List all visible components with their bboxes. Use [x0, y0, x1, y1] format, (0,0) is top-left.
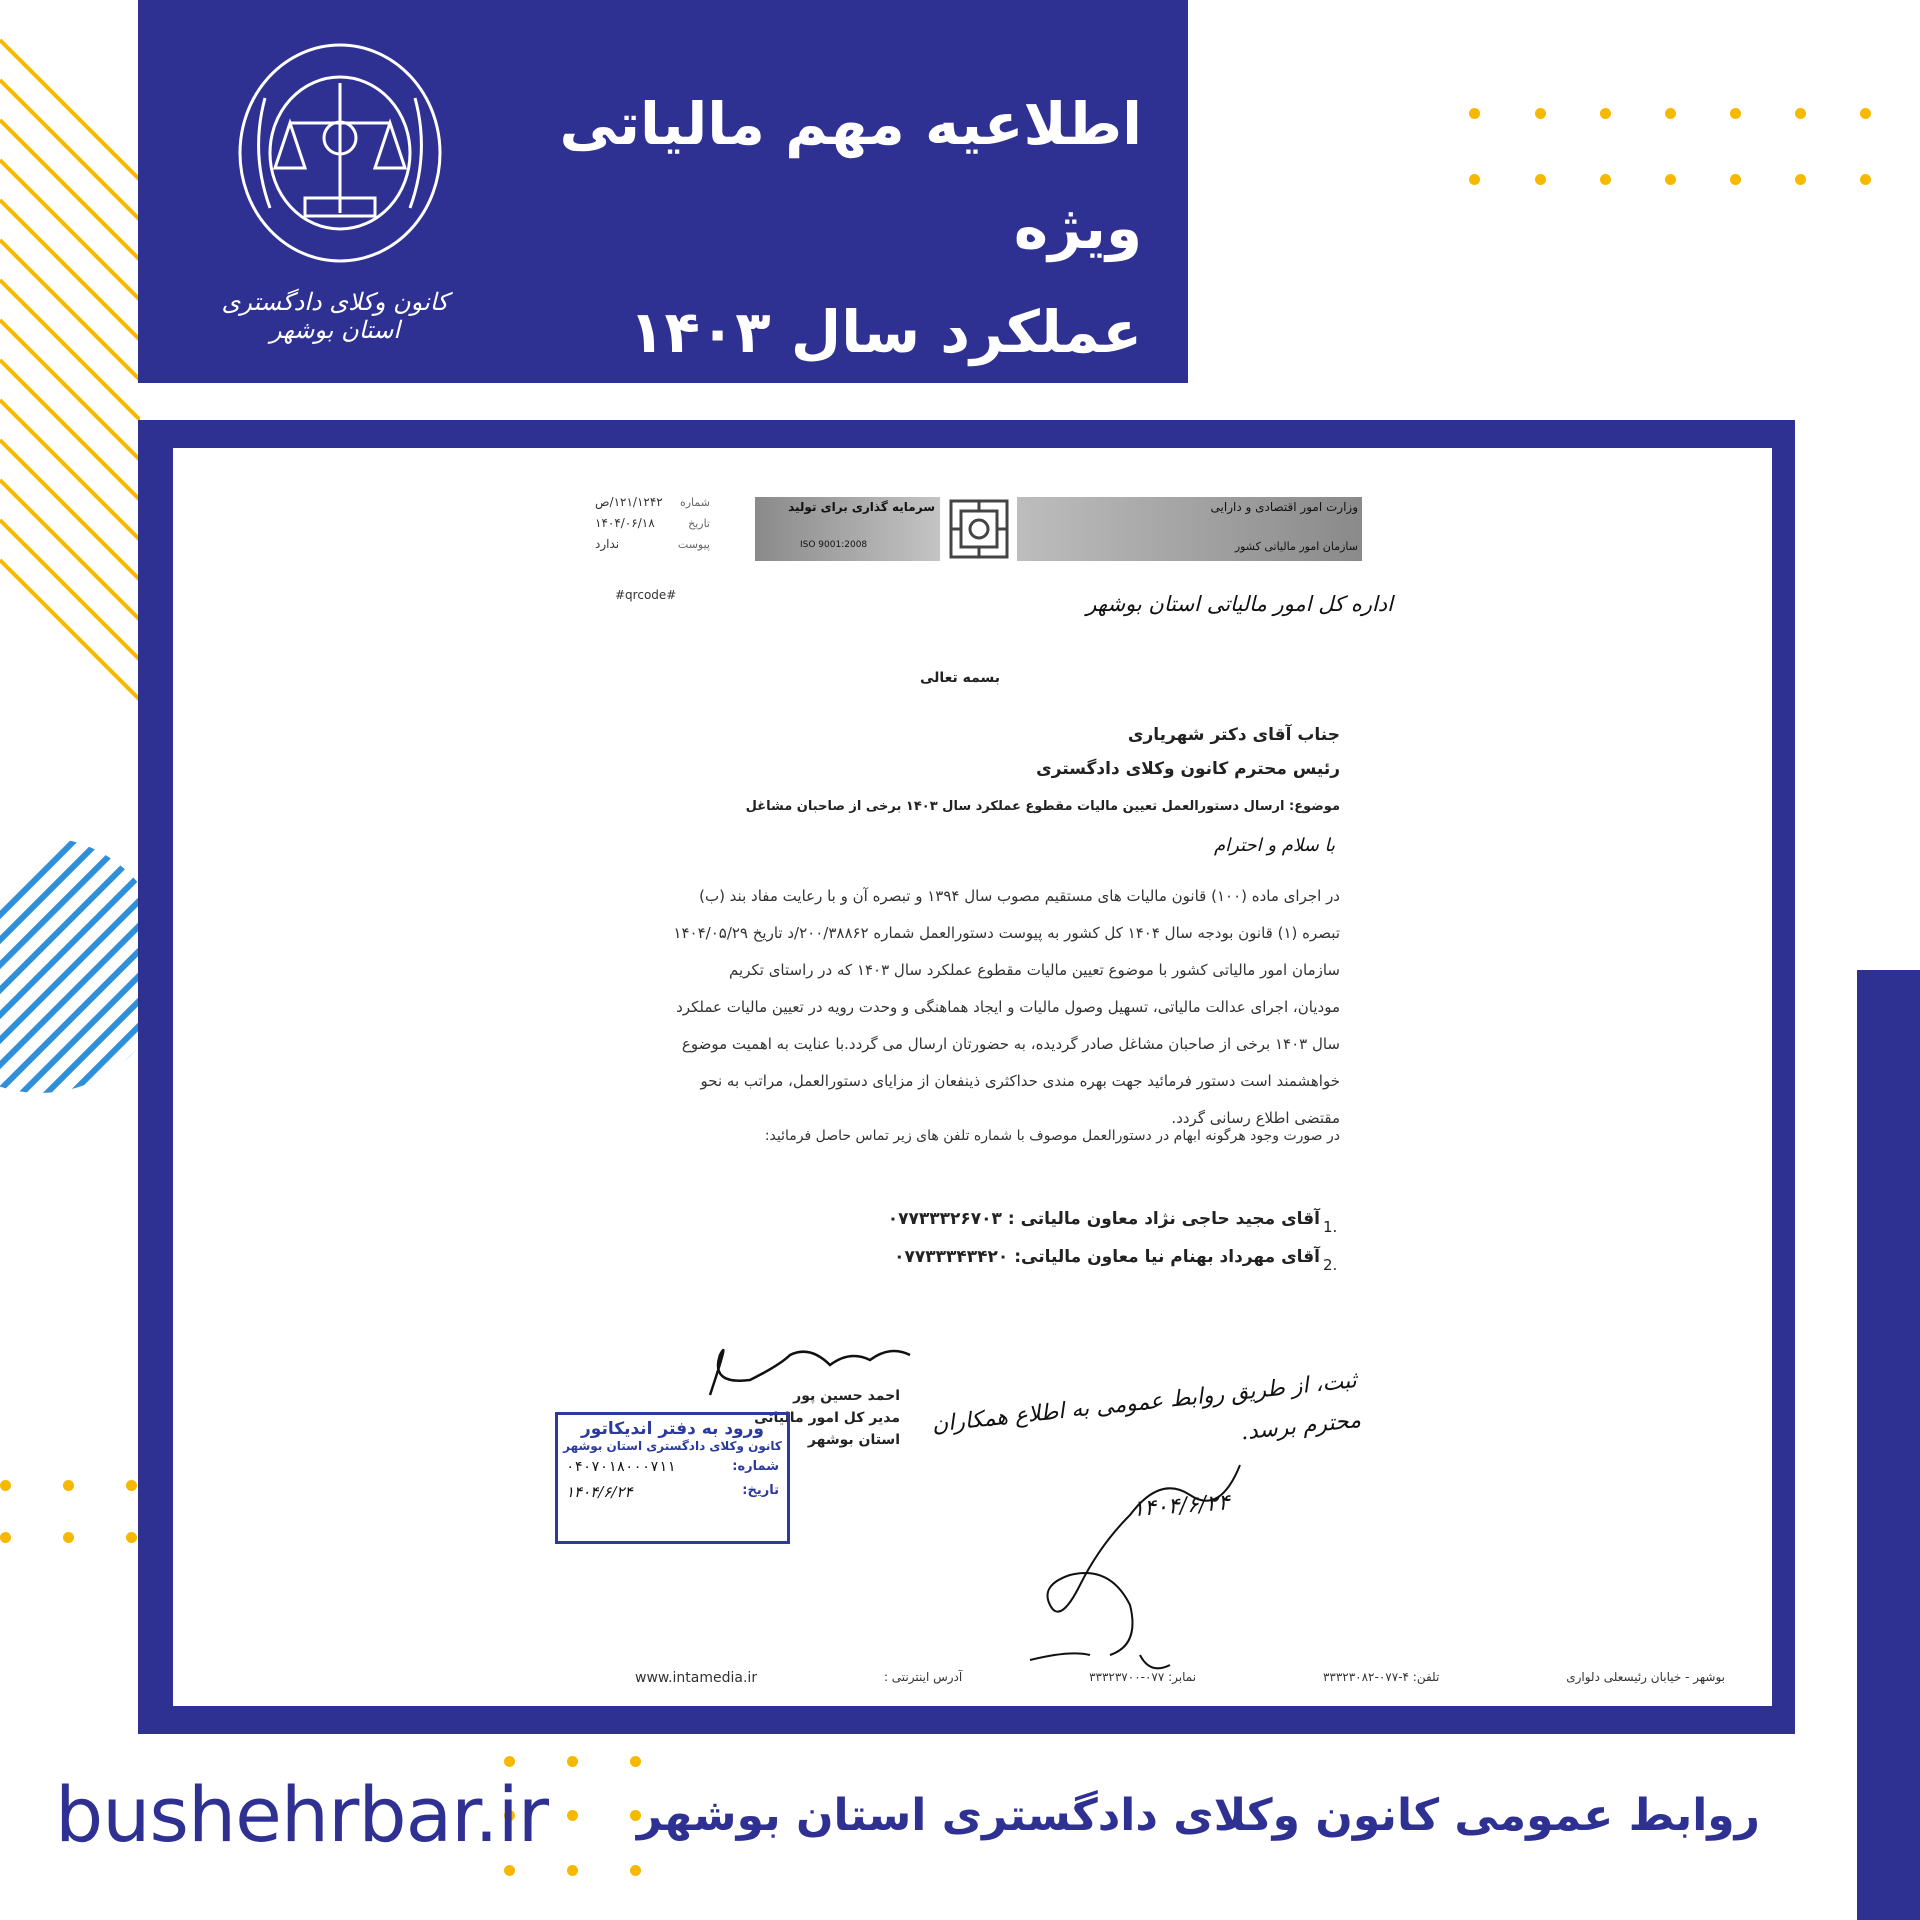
contact-numbering	[1323, 1208, 1337, 1284]
org-name: سازمان امور مالیاتی کشور	[1234, 540, 1358, 553]
page-title	[502, 72, 1142, 384]
recipient-block	[840, 718, 1340, 786]
body-line: سال ۱۴۰۳ برخی از صاحبان مشاغل صادر گردیده، به حضورتان ارسال می گردد.با عنایت به اهمیت موضوع	[681, 1035, 1340, 1053]
qrcode-placeholder: #qrcode#	[615, 588, 677, 602]
letter-footer-fax: نمابر: ۰۷۷-۳۳۳۲۳۷۰۰	[1089, 1670, 1197, 1684]
contact-num: 2.	[1323, 1256, 1338, 1274]
letter-meta	[595, 492, 710, 555]
meta-date-label: تاریخ	[688, 517, 710, 530]
meta-attachment: ندارد	[595, 537, 620, 551]
recipient-name: جناب آقای دکتر شهریاری	[1127, 725, 1340, 745]
decorative-yellow-stripes	[0, 0, 140, 760]
website-url[interactable]: bushehrbar.ir	[55, 1770, 548, 1859]
letter-body	[580, 878, 1340, 1137]
meta-date: ۱۴۰۴/۰۶/۱۸	[595, 516, 655, 530]
decorative-right-bar	[1857, 970, 1920, 1920]
footer-caption: روابط عمومی کانون وکلای دادگستری استان بوشهر	[636, 1790, 1760, 1841]
handwritten-note: ثبت، از طریق روابط عمومی به اطلاع همکاران محترم برسد.	[930, 1368, 1363, 1446]
contact-intro: در صورت وجود هرگونه ابهام در دستورالعمل موصوف با شماره تلفن های زیر تماس حاصل فرمائید:	[764, 1128, 1340, 1144]
stamp-title: ورود به دفتر اندیکاتور	[581, 1419, 764, 1439]
tax-org-emblem-icon	[945, 495, 1013, 563]
letterhead-slogan: سرمایه گذاری برای تولید	[788, 500, 935, 514]
stamp-date-label: تاریخ:	[742, 1483, 779, 1498]
signatory-province: استان بوشهر	[807, 1432, 900, 1448]
body-line: تبصره (۱) قانون بودجه سال ۱۴۰۴ کل کشور به پیوست دستورالعمل شماره ۲۰۰/۳۸۸۶۲/د تاریخ ۱۴۰۴/۰۵/۲۹	[673, 924, 1340, 942]
body-line: خواهشمند است دستور فرمائید جهت بهره مندی حداکثری ذینفعان از مزایای دستورالعمل، مراتب به نحو	[700, 1072, 1340, 1090]
tax-office-name: اداره کل امور مالیاتی استان بوشهر	[1086, 592, 1393, 616]
contact-item: آقای مهرداد بهنام نیا معاون مالیاتی: ۰۷۷۳۳۳۴۳۴۲۰	[894, 1247, 1320, 1267]
body-line: سازمان امور مالیاتی کشور با موضوع تعیین مالیات مقطوع عملکرد سال ۱۴۰۳ که در راستای تکریم	[729, 961, 1340, 979]
contact-num: 1.	[1323, 1218, 1338, 1236]
stamp-date: ۱۴۰۴/۶/۲۴	[566, 1483, 633, 1501]
meta-number-label: شماره	[679, 496, 710, 509]
body-line: مقتضی اطلاع رسانی گردد.	[1171, 1109, 1340, 1127]
stamp-number: ۰۴۰۷۰۱۸۰۰۰۷۱۱	[566, 1459, 676, 1475]
letter-footer-web: www.intamedia.ir	[635, 1670, 758, 1686]
contact-item: آقای مجید حاجی نژاد معاون مالیاتی : ۰۷۷۳۳۳۲۶۷۰۳	[887, 1209, 1320, 1229]
body-line: در اجرای ماده (۱۰۰) قانون مالیات های مستقیم مصوب سال ۱۳۹۴ و تبصره آن و با رعایت مفاد بند (ب)	[699, 887, 1340, 905]
meta-attachment-label: پیوست	[677, 538, 710, 551]
seal-caption: کانون وکلای دادگستری استان بوشهر	[221, 288, 449, 344]
letter-footer-phone: تلفن: ۴-۰۷۷-۳۳۳۲۳۰۸۲	[1322, 1670, 1440, 1684]
iso-badge: ISO 9001:2008	[800, 540, 868, 550]
letter-subject: موضوع: ارسال دستورالعمل تعیین مالیات مقطوع عملکرد سال ۱۴۰۳ برخی از صاحبان مشاغل	[745, 799, 1340, 814]
signatory-name: احمد حسین پور	[793, 1388, 900, 1404]
ministry-name: وزارت امور اقتصادی و دارایی	[1210, 500, 1358, 514]
bar-association-seal-icon	[230, 38, 450, 268]
body-line: مودیان، اجرای عدالت مالیاتی، تسهیل وصول مالیات و ایجاد هماهنگی و وحدت رویه در تعیین مالیات عملکرد	[676, 998, 1340, 1016]
invocation: بسمه تعالی	[919, 670, 1001, 686]
title-line-2: عملکرد سال ۱۴۰۳	[629, 298, 1142, 366]
contact-list	[620, 1200, 1320, 1276]
stamp-number-label: شماره:	[732, 1459, 779, 1474]
incoming-stamp	[555, 1412, 790, 1544]
meta-number: ۱۲۱/۱۲۴۲/ص	[595, 495, 663, 509]
stamp-org: کانون وکلای دادگستری استان بوشهر	[563, 1439, 782, 1453]
letter-footer-web-label: آدرس اینترنتی :	[883, 1670, 963, 1684]
recipient-title: رئیس محترم کانون وکلای دادگستری	[1036, 759, 1340, 779]
letter-footer-address: بوشهر - خیابان رئیسعلی دلواری	[1566, 1670, 1725, 1684]
handwritten-scribble	[1010, 1455, 1260, 1685]
letter-footer	[635, 1670, 1725, 1686]
handwritten-date: ۱۴۰۴/۶/۲۴	[1131, 1490, 1231, 1523]
title-line-1: اطلاعیه مهم مالیاتی ویژه	[559, 90, 1142, 262]
signatory-title: مدیر کل امور مالیاتی	[754, 1410, 900, 1426]
greeting: با سلام و احترام	[1214, 835, 1335, 856]
